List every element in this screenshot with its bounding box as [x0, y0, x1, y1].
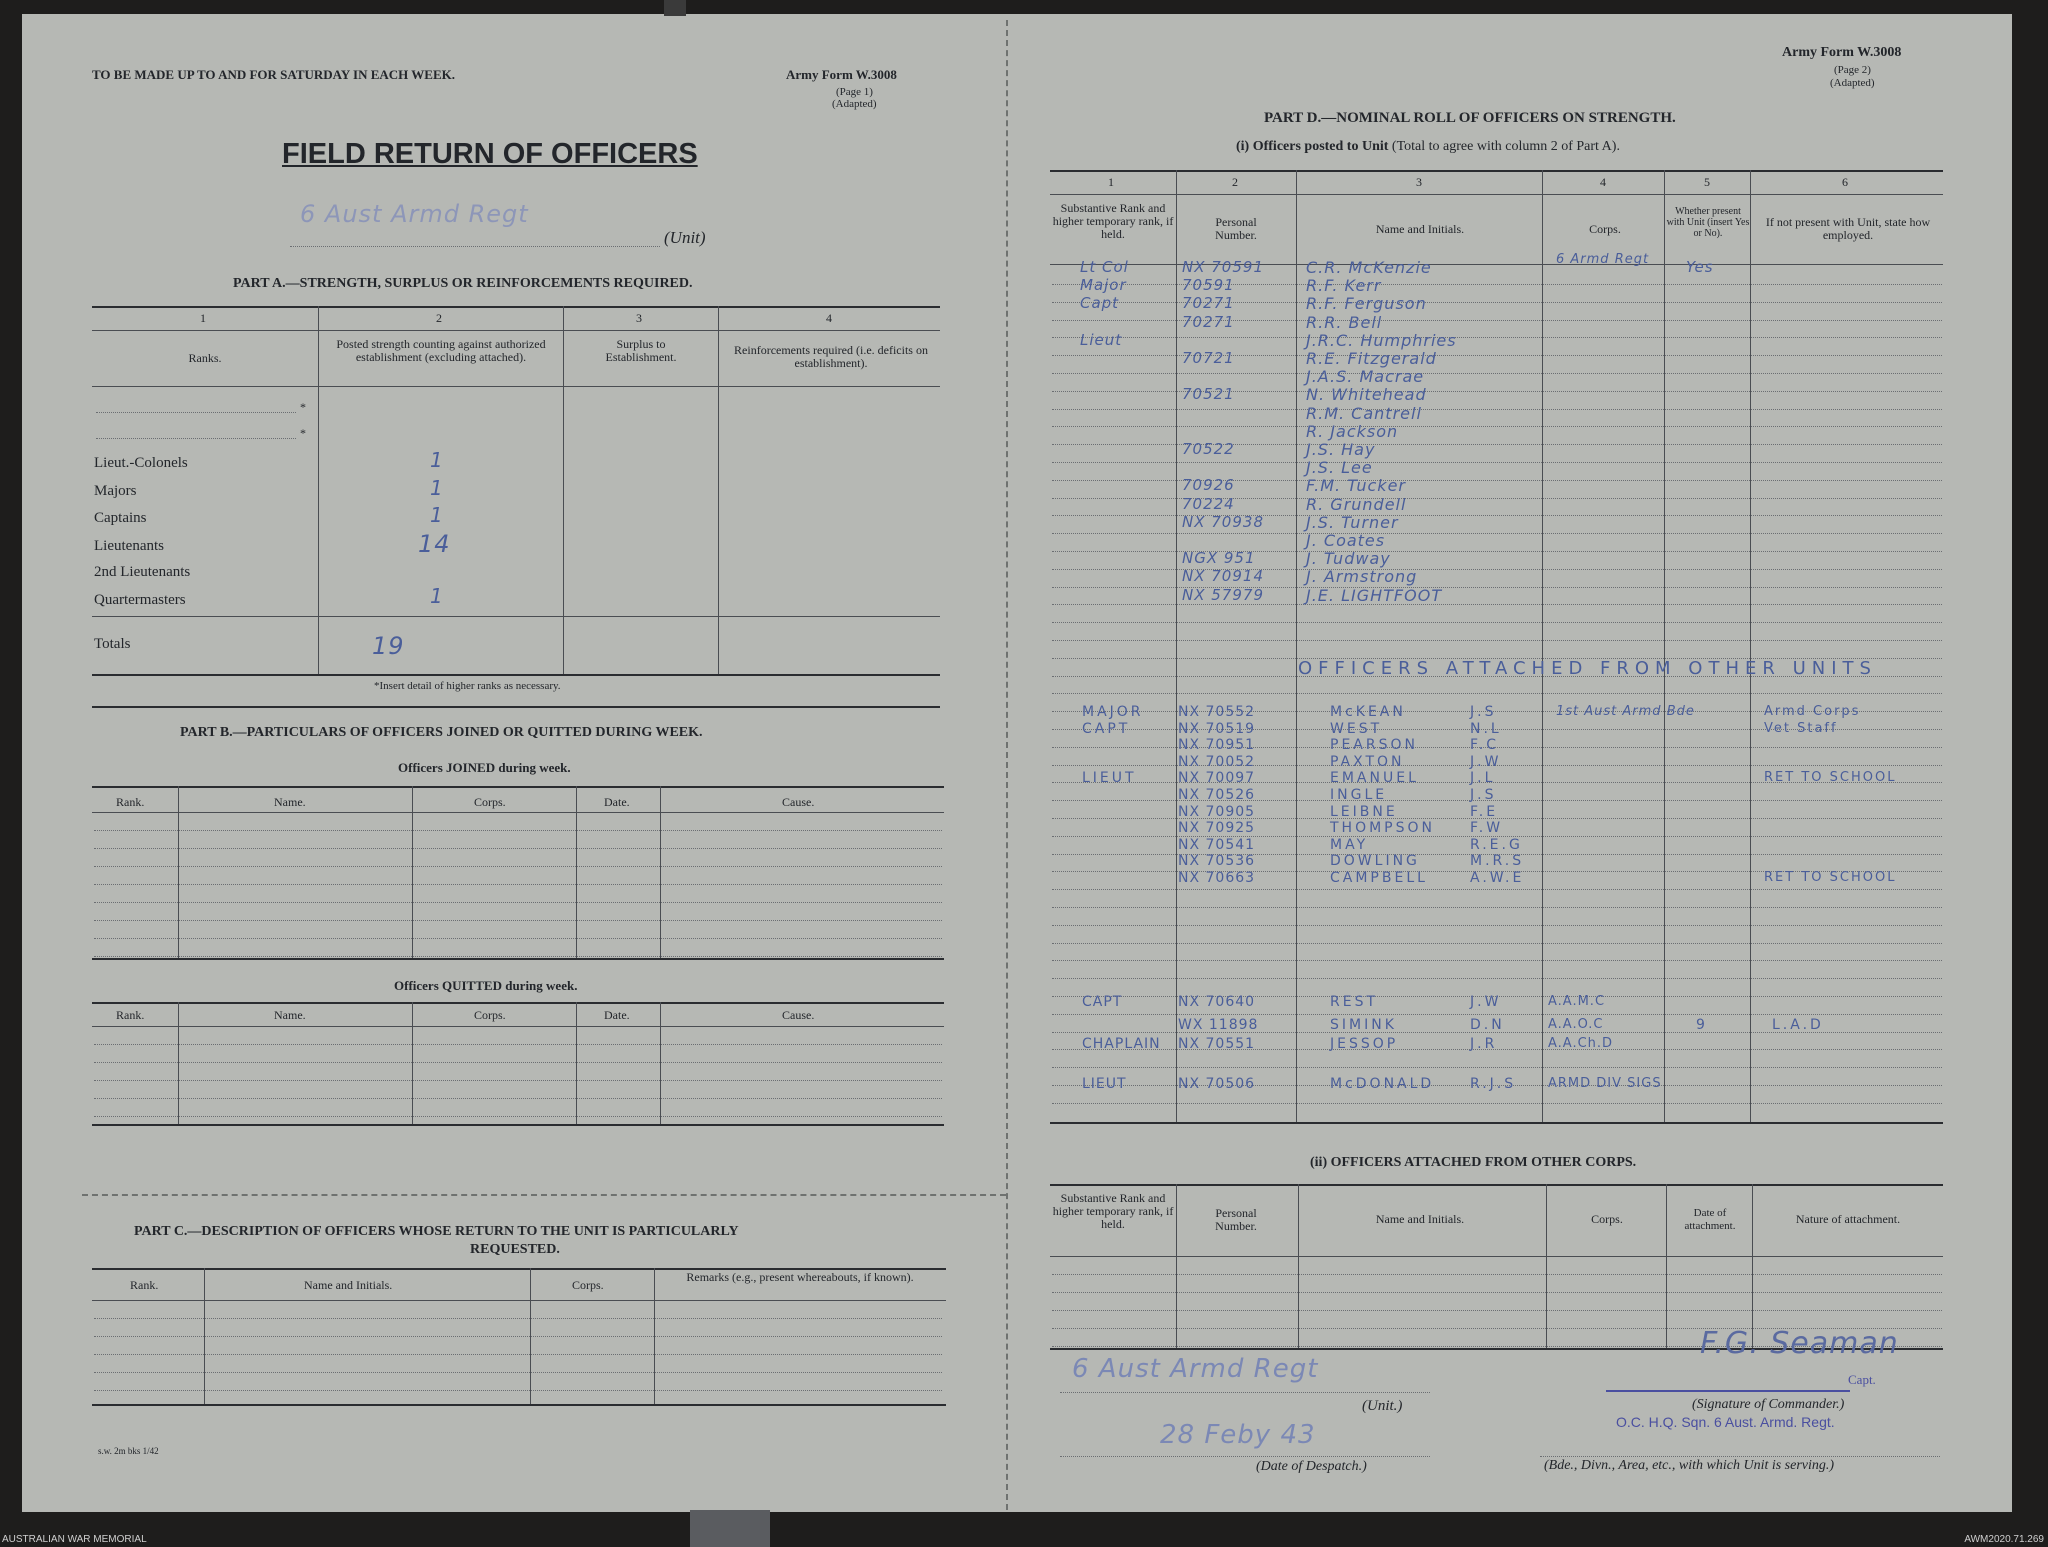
- surplus-header: Surplus to Establishment.: [605, 337, 677, 364]
- part-a-col3: 3: [636, 311, 642, 325]
- page-title: FIELD RETURN OF OFFICERS: [282, 138, 698, 170]
- ii-h-name: Name and Initials.: [1375, 1212, 1465, 1226]
- posted-number: 70224: [1182, 494, 1235, 513]
- posted-name: R. Grundell: [1306, 494, 1407, 514]
- adapted-label: (Adapted): [832, 98, 877, 110]
- part-b-heading: PART B.—PARTICULARS OF OFFICERS JOINED OR QUITTED DURING WEEK.: [180, 725, 703, 740]
- attached-initials: N.L: [1470, 720, 1502, 737]
- other-name: REST: [1330, 994, 1379, 1010]
- attached-name: LEIBNE: [1330, 803, 1398, 820]
- other-name: McDONALD: [1330, 1076, 1435, 1092]
- part-a-col2: 2: [436, 311, 442, 325]
- attached-banner: OFFICERS ATTACHED FROM OTHER UNITS: [1298, 658, 1877, 679]
- unit-handwritten: 6 Aust Armd Regt: [300, 200, 529, 228]
- row-rule: [94, 830, 942, 831]
- row-rule: [94, 1372, 942, 1373]
- row-rule: [1052, 1292, 1942, 1293]
- posted-number: 70721: [1182, 349, 1235, 367]
- joined-heading: Officers JOINED during week.: [398, 760, 571, 775]
- part-a-footnote: *Insert detail of higher ranks as necessary.: [374, 680, 561, 692]
- ii-h-date: Date of attachment.: [1684, 1207, 1736, 1232]
- other-present: 9: [1696, 1017, 1708, 1033]
- attached-initials: F.W: [1470, 820, 1504, 837]
- posted-name: J.S. Hay: [1306, 440, 1376, 459]
- posted-strength-header: Posted strength counting against authorized establishment (excluding attached).: [336, 337, 546, 364]
- attached-rank: CAPT: [1082, 720, 1131, 737]
- unit-label-2: (Unit.): [1362, 1398, 1403, 1414]
- strength-qm: 1: [430, 584, 444, 608]
- joined-col-date: Date.: [604, 795, 630, 809]
- attached-initials: F.C: [1470, 737, 1500, 754]
- posted-present: Yes: [1686, 258, 1714, 276]
- quitted-col-name: Name.: [274, 1008, 306, 1022]
- posted-name: C.R. McKenzie: [1306, 258, 1432, 277]
- attached-initials: R.E.G: [1470, 836, 1523, 853]
- page-number: (Page 1): [836, 86, 873, 98]
- row-rule: [1052, 907, 1942, 908]
- part-a-col4: 4: [826, 311, 832, 325]
- attached-initials: J.L: [1470, 770, 1496, 787]
- part-d-h-present: Whether present with Unit (insert Yes or No).: [1666, 206, 1750, 239]
- other-name: JESSOP: [1330, 1036, 1399, 1052]
- posted-number: 70271: [1182, 294, 1235, 313]
- posted-name: J.A.S. Macrae: [1306, 367, 1425, 387]
- bde-label: (Bde., Divn., Area, etc., with which Unit is serving.): [1544, 1458, 1835, 1473]
- unit-label: (Unit): [664, 228, 706, 247]
- despatch-date-label: (Date of Despatch.): [1256, 1459, 1367, 1474]
- quitted-heading: Officers QUITTED during week.: [394, 978, 578, 993]
- ii-h-number: Personal Number.: [1215, 1206, 1257, 1233]
- quitted-col-date: Date.: [604, 1008, 630, 1022]
- posted-name: R.M. Cantrell: [1306, 403, 1422, 423]
- posted-number: 70521: [1182, 385, 1235, 404]
- rank-lt-colonels: Lieut.-Colonels: [94, 455, 188, 471]
- ii-h-rank: Substantive Rank and higher temporary rank, if held.: [1052, 1191, 1174, 1231]
- strength-captains: 1: [430, 503, 444, 527]
- posted-name: J.S. Lee: [1306, 458, 1373, 478]
- posted-name: R.E. Fitzgerald: [1306, 349, 1437, 368]
- attached-rank: MAJOR: [1082, 704, 1144, 720]
- part-d-col1: 1: [1108, 175, 1114, 189]
- total-value: 19: [372, 632, 405, 660]
- part-c-col-remarks: Remarks (e.g., present whereabouts, if known).: [686, 1270, 914, 1284]
- posted-name: J.S. Turner: [1306, 512, 1399, 532]
- other-number: NX 70506: [1178, 1076, 1256, 1092]
- part-d-h-name: Name and Initials.: [1375, 222, 1465, 236]
- attached-initials: J.S: [1470, 704, 1497, 720]
- posted-number: 70591: [1182, 276, 1235, 295]
- row-rule: [1052, 1067, 1942, 1068]
- joined-col-cause: Cause.: [782, 795, 815, 809]
- footer-institution: AUSTRALIAN WAR MEMORIAL: [2, 1534, 147, 1545]
- posted-number: 70522: [1182, 440, 1235, 458]
- part-d-col5: 5: [1704, 175, 1710, 189]
- other-number: NX 70551: [1178, 1036, 1256, 1052]
- row-rule: [94, 938, 942, 939]
- row-rule: [94, 1390, 942, 1391]
- other-corps: ARMD DIV SIGS: [1548, 1076, 1662, 1091]
- posted-name: J.E. LIGHTFOOT: [1306, 585, 1443, 605]
- attached-name: PEARSON: [1330, 737, 1418, 754]
- other-number: NX 70640: [1178, 994, 1256, 1010]
- row-rule: [94, 1354, 942, 1355]
- attached-note: RET TO SCHOOL: [1764, 870, 1897, 885]
- posted-number: NX 70914: [1182, 567, 1264, 586]
- quitted-col-rank: Rank.: [116, 1008, 145, 1022]
- rank-lieutenants: Lieutenants: [94, 538, 164, 554]
- posted-name: J. Tudway: [1306, 549, 1391, 569]
- row-rule: [94, 1318, 942, 1319]
- other-number: WX 11898: [1178, 1017, 1259, 1033]
- rank-captains: Captains: [94, 510, 147, 526]
- rank-quartermasters: Quartermasters: [94, 592, 186, 608]
- attached-name: MAY: [1330, 836, 1369, 853]
- part-a-col1: 1: [200, 311, 206, 325]
- row-rule: [1052, 943, 1942, 944]
- row-rule: [1052, 409, 1942, 410]
- reinforcements-header: Reinforcements required (i.e. deficits on establishment).: [734, 343, 928, 370]
- binder-clip: [664, 0, 686, 16]
- attached-number: NX 70097: [1178, 770, 1256, 787]
- row-rule: [94, 920, 942, 921]
- attached-initials: M.R.S: [1470, 853, 1525, 870]
- attached-rank: LIEUT: [1082, 770, 1137, 787]
- other-initials: J.W: [1470, 994, 1502, 1010]
- posted-name: J.R.C. Humphries: [1306, 330, 1457, 350]
- attached-number: NX 70552: [1178, 704, 1256, 720]
- attached-note: RET TO SCHOOL: [1764, 770, 1897, 786]
- other-initials: J.R: [1470, 1036, 1498, 1052]
- part-d-heading: PART D.—NOMINAL ROLL OF OFFICERS ON STRENGTH.: [1264, 110, 1676, 126]
- attached-number: NX 70536: [1178, 853, 1256, 870]
- posted-name: R.F. Kerr: [1306, 276, 1382, 296]
- posted-name: J. Coates: [1306, 531, 1386, 550]
- row-rule: [1052, 462, 1942, 463]
- row-rule: [1052, 1103, 1942, 1104]
- row-rule: [94, 956, 942, 957]
- row-rule: [1052, 373, 1942, 374]
- totals-label: Totals: [94, 636, 131, 652]
- posted-name: R.R. Bell: [1306, 312, 1383, 332]
- attached-number: NX 70663: [1178, 870, 1256, 886]
- row-rule: [1052, 640, 1942, 641]
- adapted-label-2: (Adapted): [1830, 77, 1875, 89]
- binder-clip-bottom: [690, 1510, 770, 1547]
- row-rule: [94, 1116, 942, 1117]
- attached-initials: J.S: [1470, 787, 1497, 803]
- row-rule: [1052, 337, 1942, 338]
- posted-name: R. Jackson: [1306, 421, 1399, 441]
- commander-signature: F.G. Seaman: [1700, 1326, 1899, 1361]
- part-d-col4: 4: [1600, 175, 1606, 189]
- part-c-heading-2: REQUESTED.: [470, 1242, 560, 1257]
- posted-number: NX 57979: [1182, 585, 1264, 604]
- joined-col-rank: Rank.: [116, 795, 145, 809]
- posted-name: N. Whitehead: [1306, 385, 1427, 405]
- row-rule: [1052, 1014, 1942, 1015]
- part-d-h-number: Personal Number.: [1215, 215, 1257, 242]
- other-rank: LIEUT: [1082, 1076, 1127, 1092]
- capt-label: Capt.: [1848, 1372, 1876, 1387]
- posted-number: 70926: [1182, 476, 1235, 495]
- row-rule: [94, 884, 942, 885]
- posted-number: NGX 951: [1182, 549, 1256, 568]
- page-number-2: (Page 2): [1834, 64, 1871, 76]
- posted-number: NX 70591: [1182, 258, 1264, 276]
- row-rule: [1052, 1274, 1942, 1275]
- strength-lieutenants: 14: [418, 530, 451, 558]
- attached-number: NX 70951: [1178, 737, 1256, 754]
- part-d-h-corps: Corps.: [1589, 222, 1621, 236]
- rank-2nd-lieutenants: 2nd Lieutenants: [94, 564, 191, 580]
- attached-name: WEST: [1330, 720, 1383, 737]
- attached-number: NX 70519: [1178, 720, 1256, 737]
- attached-name: PAXTON: [1330, 753, 1405, 770]
- part-c-col-name: Name and Initials.: [304, 1278, 393, 1292]
- sub-i-note: (Total to agree with column 2 of Part A).: [1391, 139, 1620, 154]
- posted-name: R.F. Ferguson: [1306, 294, 1427, 314]
- attached-name: THOMPSON: [1330, 820, 1435, 837]
- posted-rank: Major: [1080, 276, 1127, 295]
- row-rule: [94, 1336, 942, 1337]
- other-corps: A.A.M.C: [1548, 994, 1606, 1009]
- joined-col-corps: Corps.: [474, 795, 506, 809]
- row-rule: [94, 1044, 942, 1045]
- row-rule: [94, 1098, 942, 1099]
- part-d-h-employed: If not present with Unit, state how employed.: [1765, 215, 1931, 242]
- attached-number: NX 70925: [1178, 820, 1256, 837]
- row-rule: [1052, 604, 1942, 605]
- strength-lt-col: 1: [430, 448, 444, 472]
- attached-name: INGLE: [1330, 787, 1388, 803]
- attached-number: NX 70541: [1178, 836, 1256, 853]
- other-note: L.A.D: [1772, 1017, 1824, 1033]
- attached-name: CAMPBELL: [1330, 870, 1428, 886]
- quitted-col-cause: Cause.: [782, 1008, 815, 1022]
- unit-handwritten-2: 6 Aust Armd Regt: [1072, 1354, 1319, 1384]
- part-d-col6: 6: [1842, 175, 1848, 189]
- part-d-col3: 3: [1416, 175, 1422, 189]
- row-rule: [1052, 622, 1942, 623]
- sub-i-heading: (i) Officers posted to Unit: [1236, 139, 1389, 154]
- row-rule: [1052, 693, 1942, 694]
- attached-initials: J.W: [1470, 753, 1502, 770]
- attached-initials: F.E: [1470, 803, 1499, 820]
- ranks-header: Ranks.: [188, 351, 222, 365]
- other-rank: CAPT: [1082, 994, 1123, 1010]
- ii-h-corps: Corps.: [1591, 1212, 1623, 1226]
- attached-corps: 1st Aust Armd Bde: [1556, 704, 1695, 719]
- attached-initials: A.W.E: [1470, 870, 1525, 886]
- row-rule: [94, 848, 942, 849]
- attached-number: NX 70905: [1178, 803, 1256, 820]
- attached-name: DOWLING: [1330, 853, 1420, 870]
- row-rule: [94, 902, 942, 903]
- print-code: s.w. 2m bks 1/42: [98, 1446, 159, 1456]
- posted-rank: Capt: [1080, 294, 1120, 313]
- other-name: SIMINK: [1330, 1017, 1397, 1033]
- ii-h-nature: Nature of attachment.: [1795, 1212, 1901, 1226]
- other-corps: A.A.Ch.D: [1548, 1036, 1614, 1051]
- attached-note: Vet Staff: [1764, 720, 1838, 736]
- row-rule: [94, 866, 942, 867]
- part-a-heading: PART A.—STRENGTH, SURPLUS OR REINFORCEMENTS REQUIRED.: [233, 276, 693, 291]
- row-rule: [1052, 1310, 1942, 1311]
- row-rule: [1052, 889, 1942, 890]
- posted-rank: Lt Col: [1080, 258, 1129, 276]
- part-c-col-rank: Rank.: [130, 1278, 159, 1292]
- attached-name: McKEAN: [1330, 704, 1406, 720]
- attached-number: NX 70526: [1178, 787, 1256, 803]
- posted-number: NX 70938: [1182, 512, 1264, 531]
- posted-number: 70271: [1182, 312, 1235, 331]
- instruction: TO BE MADE UP TO AND FOR SATURDAY IN EACH WEEK.: [92, 67, 455, 82]
- unit-line: [290, 246, 660, 247]
- other-rank: CHAPLAIN: [1082, 1036, 1161, 1052]
- footer-reference: AWM2020.71.269: [1964, 1534, 2044, 1545]
- attached-number: NX 70052: [1178, 753, 1256, 770]
- row-rule: [1052, 978, 1942, 979]
- row-rule: [94, 1080, 942, 1081]
- row-rule: [1052, 960, 1942, 961]
- posted-corps: 6 Armd Regt: [1556, 252, 1650, 267]
- attached-name: EMANUEL: [1330, 770, 1419, 787]
- form-number: Army Form W.3008: [786, 67, 897, 82]
- quitted-col-corps: Corps.: [474, 1008, 506, 1022]
- posted-rank: Lieut: [1080, 330, 1123, 349]
- joined-col-name: Name.: [274, 795, 306, 809]
- part-d-h-rank: Substantive Rank and higher temporary rank, if held.: [1052, 201, 1174, 241]
- other-initials: D.N: [1470, 1017, 1505, 1033]
- fold-line: [1006, 20, 1008, 1510]
- part-c-col-corps: Corps.: [572, 1278, 604, 1292]
- attached-note: Armd Corps: [1764, 704, 1861, 719]
- part-d-col2: 2: [1232, 175, 1238, 189]
- posted-name: J. Armstrong: [1306, 567, 1418, 587]
- signature-label: (Signature of Commander.): [1692, 1397, 1845, 1412]
- row-rule: [1052, 533, 1942, 534]
- other-initials: R.J.S: [1470, 1076, 1517, 1092]
- posted-name: F.M. Tucker: [1306, 476, 1406, 496]
- despatch-date-handwritten: 28 Feby 43: [1160, 1420, 1316, 1450]
- other-corps: A.A.O.C: [1548, 1017, 1604, 1032]
- rank-majors: Majors: [94, 483, 137, 499]
- form-number-2: Army Form W.3008: [1782, 45, 1902, 60]
- row-rule: [1052, 426, 1942, 427]
- unit-stamp: O.C. H.Q. Sqn. 6 Aust. Armd. Regt.: [1616, 1414, 1835, 1430]
- row-rule: [94, 1062, 942, 1063]
- sub-ii-heading: (ii) OFFICERS ATTACHED FROM OTHER CORPS.: [1310, 1155, 1637, 1170]
- part-c-heading-1: PART C.—DESCRIPTION OF OFFICERS WHOSE RETURN TO THE UNIT IS PARTICULARLY: [134, 1224, 739, 1239]
- strength-majors: 1: [430, 476, 444, 500]
- row-rule: [1052, 925, 1942, 926]
